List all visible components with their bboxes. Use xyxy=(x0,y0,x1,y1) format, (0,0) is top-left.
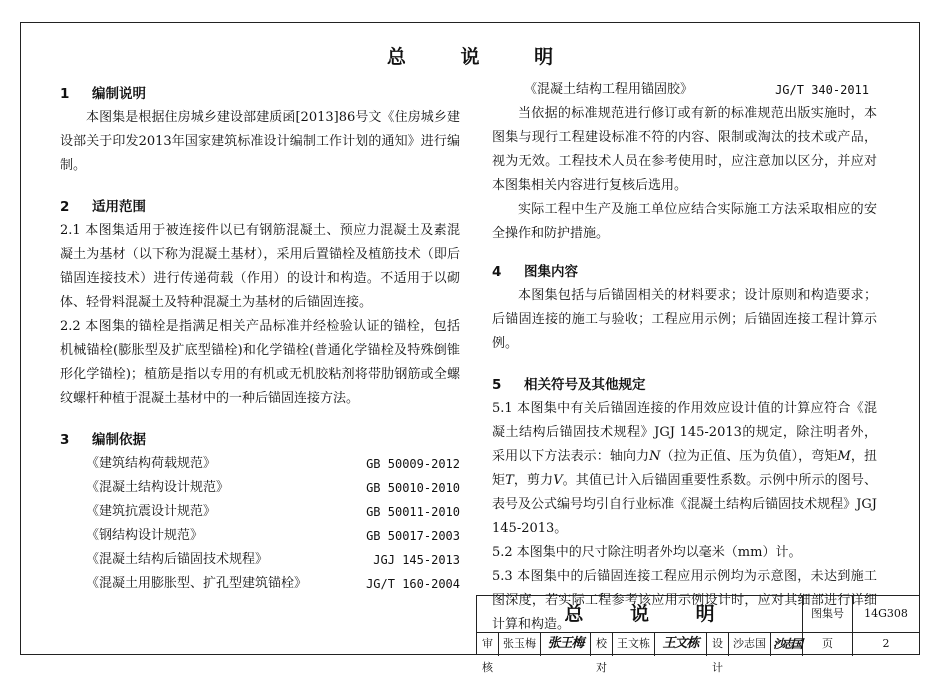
section-title: 相关符号及其他规定 xyxy=(524,377,646,393)
section-5-2-body: 5.2 本图集中的尺寸除注明者外均以毫米（mm）计。 xyxy=(492,545,802,560)
section-number: 5 xyxy=(492,377,502,393)
design-label: 设计 xyxy=(707,632,729,656)
section-5-heading xyxy=(492,373,877,397)
section-5-3-body: 5.3 本图集中的后锚固连接工程应用示例均为示意图，未达到施工图深度，若实际工程参考该应用示例设计时，应对其细部进行详细计算和构造。 xyxy=(492,569,877,632)
reference-name: 《混凝土结构后锚固技术规程》 xyxy=(86,552,269,567)
section-4-heading xyxy=(492,260,877,284)
check-label: 校对 xyxy=(591,632,613,656)
reviewer-signature: 张王梅 xyxy=(541,632,591,656)
checker-signature: 王文栋 xyxy=(655,632,707,656)
reviewer-name: 张玉梅 xyxy=(499,632,541,656)
symbol-moment: M xyxy=(837,449,851,464)
reference-item xyxy=(60,548,460,572)
title-block-signature-row xyxy=(477,632,920,674)
reference-name: 《混凝土结构设计规范》 xyxy=(86,480,230,495)
reference-code: JG/T 340-2011 xyxy=(775,83,869,97)
page-label: 页 xyxy=(803,632,853,656)
reference-code: GB 50009-2012 xyxy=(366,457,460,471)
atlas-number-label: 图集号 xyxy=(803,596,853,632)
reference-name: 《混凝土用膨胀型、扩孔型建筑锚栓》 xyxy=(86,576,308,591)
reference-code: GB 50011-2010 xyxy=(366,505,460,519)
review-label: 审核 xyxy=(477,632,499,656)
section-3-heading xyxy=(60,428,460,452)
designer-signature: 沙志国 xyxy=(771,632,803,656)
reference-item xyxy=(492,78,877,102)
page-number: 2 xyxy=(882,637,890,650)
reference-code: GB 50017-2003 xyxy=(366,529,460,543)
title-block xyxy=(476,595,920,674)
text-run: ，扭矩 xyxy=(492,449,877,488)
section-number: 1 xyxy=(60,86,70,102)
reference-name: 《建筑抗震设计规范》 xyxy=(86,504,217,519)
reference-code: JGJ 145-2013 xyxy=(373,553,460,567)
section-2-1-body: 2.1 本图集适用于被连接件以已有钢筋混凝土、预应力混凝土及素混凝土为基材（以下称为混凝土基材），采用后置锚栓及植筋技术（即后锚固连接技术）进行传递荷载（作用）的设计和构造。不适用于以砌体、轻骨料混凝土及特种混凝土为基材的后锚固连接。 xyxy=(60,223,460,310)
reference-item xyxy=(60,476,460,500)
reference-item xyxy=(60,500,460,524)
atlas-number: 14G308 xyxy=(864,607,908,620)
reference-item xyxy=(60,572,460,596)
symbol-shear: V xyxy=(553,473,563,488)
section-4-body: 本图集包括与后锚固相关的材料要求；设计原则和构造要求；后锚固连接的施工与验收；工程应用示例；后锚固连接工程计算示例。 xyxy=(492,288,877,351)
reference-name: 《混凝土结构工程用锚固胶》 xyxy=(524,82,694,97)
reference-name: 《钢结构设计规范》 xyxy=(86,528,204,543)
section-1-heading xyxy=(60,82,460,106)
right-column xyxy=(492,78,877,637)
symbol-torque: T xyxy=(505,473,514,488)
section-title: 编制说明 xyxy=(92,86,146,102)
section-number: 2 xyxy=(60,199,70,215)
text-run: （拉为正值、压为负值），弯矩 xyxy=(660,449,838,464)
designer-name: 沙志国 xyxy=(729,632,771,656)
section-3-safety-note: 实际工程中生产及施工单位应结合实际施工方法采取相应的安全操作和防护措施。 xyxy=(492,202,877,241)
text-run: 5.1 本图集中有关后锚固连接的作用效应设计值的计算应符合《混凝土结构后锚固技术规程》JGJ 145-2013的规定，除注明者外，采用以下方法表示：轴向力 xyxy=(492,401,877,464)
reference-code: GB 50010-2010 xyxy=(366,481,460,495)
section-title: 图集内容 xyxy=(524,264,578,280)
left-column xyxy=(60,82,460,596)
text-run: 。其值已计入后锚固重要性系数。示例中所示的图号、表号及公式编号均引自行业标准《混凝土结构后锚固技术规程》JGJ 145-2013。 xyxy=(492,473,877,536)
section-2-2-body: 2.2 本图集的锚栓是指满足相关产品标准并经检验认证的锚栓，包括机械锚栓(膨胀型及扩底型锚栓)和化学锚栓(普通化学锚栓及特殊倒锥形化学锚栓)；植筋是指以专用的有机或无机胶粘剂将带肋钢筋或全螺纹螺杆种植于混凝土基材中的一种后锚固连接方法。 xyxy=(60,319,460,406)
title-block-row xyxy=(477,596,920,633)
section-title: 适用范围 xyxy=(92,199,146,215)
section-number: 3 xyxy=(60,432,70,448)
page-title: 总 说 明 xyxy=(386,46,578,68)
reference-item xyxy=(60,524,460,548)
symbol-axial-force: N xyxy=(649,449,661,464)
section-title: 编制依据 xyxy=(92,432,146,448)
section-5-1-body xyxy=(492,397,877,541)
title-block-title: 总 说 明 xyxy=(477,596,803,632)
section-3-note: 当依据的标准规范进行修订或有新的标准规范出版实施时，本图集与现行工程建设标准不符的内容、限制或淘汰的技术或产品，视为无效。工程技术人员在参考使用时，应注意加以区分，并应对本图集相关内容进行复核后选用。 xyxy=(492,106,877,193)
section-1-body: 本图集是根据住房城乡建设部建质函[2013]86号文《住房城乡建设部关于印发2013年国家建筑标准设计编制工作计划的通知》进行编制。 xyxy=(60,110,460,173)
checker-name: 王文栋 xyxy=(613,632,655,656)
reference-code: JG/T 160-2004 xyxy=(366,577,460,591)
reference-name: 《建筑结构荷载规范》 xyxy=(86,456,217,471)
section-number: 4 xyxy=(492,264,502,280)
reference-item xyxy=(60,452,460,476)
text-run: ，剪力 xyxy=(513,473,554,488)
section-2-heading xyxy=(60,195,460,219)
